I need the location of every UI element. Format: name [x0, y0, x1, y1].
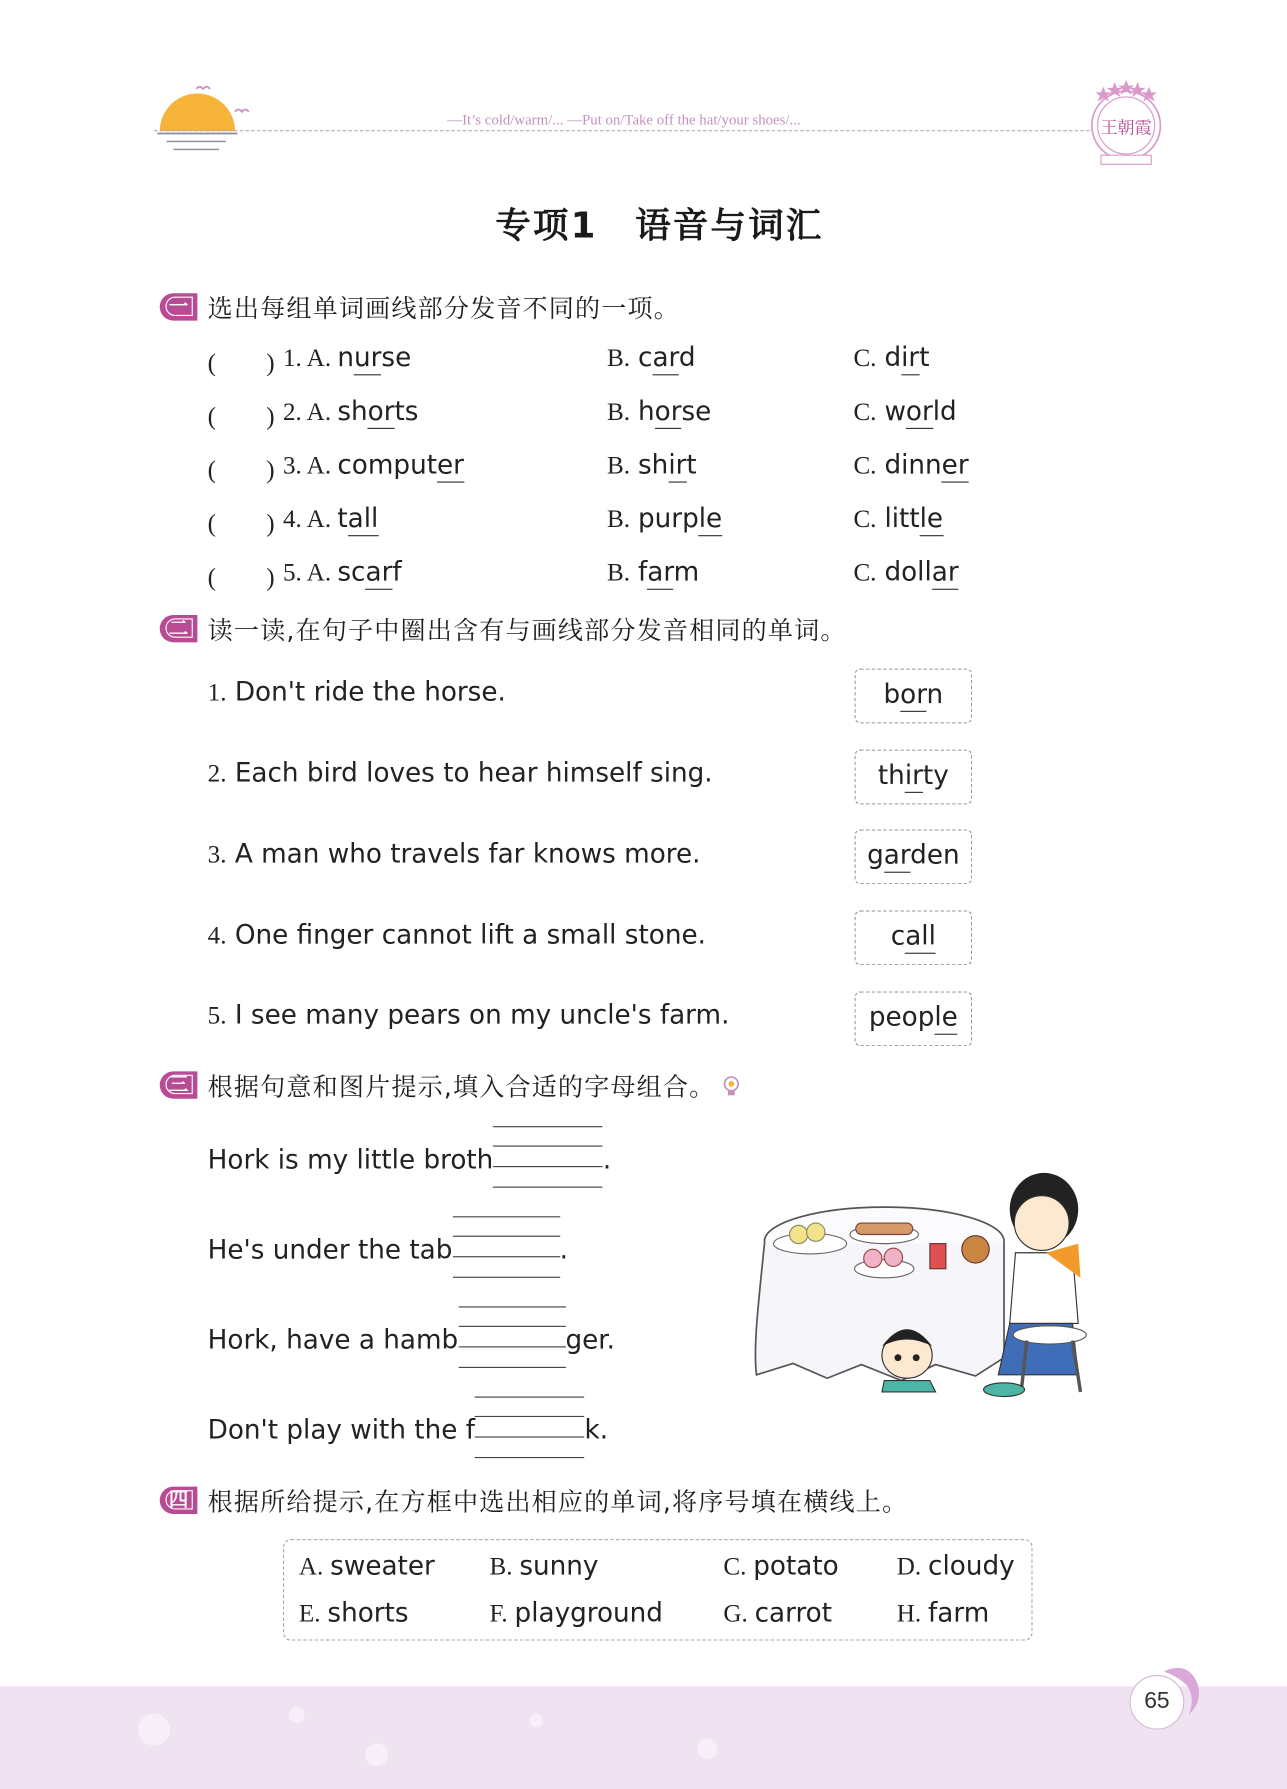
option-word: computer	[337, 451, 464, 483]
word-option: H. farm	[896, 1598, 990, 1629]
underlined-part: ur	[354, 343, 381, 375]
word-option: E. shorts	[298, 1598, 409, 1629]
sentence: 3. A man who travels far knows more.	[207, 839, 701, 870]
keyword-box: born	[855, 669, 973, 724]
keyword-box: people	[855, 991, 973, 1046]
option-b: B. farm	[607, 558, 699, 588]
answer-paren[interactable]: ( )	[207, 508, 275, 538]
answer-paren[interactable]: ( )	[207, 401, 275, 431]
option-c: C. dirt	[853, 343, 929, 373]
underlined-part: le	[920, 504, 943, 536]
question-number-option-a: 5. A. scarf	[283, 558, 402, 588]
publisher-seal-icon	[1080, 75, 1171, 169]
underlined-part: ir	[905, 761, 923, 793]
section-3-badge: 三	[160, 1071, 198, 1098]
word-option: B. sunny	[489, 1551, 599, 1582]
option-b: B. card	[607, 343, 696, 373]
sentence: 2. Each bird loves to hear himself sing.	[207, 758, 713, 789]
seal-text: 王朝霞	[1100, 118, 1152, 139]
running-title: —It’s cold/warm/... —Put on/Take off the hat/your shoes/...	[447, 110, 801, 128]
option-word: shorts	[337, 397, 418, 429]
option-b: B. shirt	[607, 451, 697, 481]
section-1-instruction: 选出每组单词画线部分发音不同的一项。	[207, 295, 681, 325]
keyword-box: thirty	[855, 750, 973, 805]
underlined-part: le	[934, 1003, 957, 1035]
footer-bubbles	[0, 1686, 1287, 1789]
underlined-part: or	[655, 397, 682, 429]
underlined-part: ar	[932, 558, 959, 590]
keyword-box: call	[855, 910, 973, 965]
fill-line-4: Don't play with the f k.	[208, 1409, 608, 1446]
page-title: 专项1 语音与词汇	[495, 205, 824, 247]
four-line-blank[interactable]	[452, 1229, 559, 1259]
underlined-part: all	[905, 922, 936, 954]
sentence: 5. I see many pears on my uncle's farm.	[207, 1000, 730, 1031]
section-2-badge: 二	[160, 615, 198, 642]
word-option: A. sweater	[298, 1551, 435, 1582]
underlined-part: er	[942, 451, 969, 483]
word-option: G. carrot	[723, 1598, 833, 1629]
header-divider	[154, 130, 1101, 131]
section-4-badge: 四	[160, 1487, 198, 1514]
option-b: B. horse	[607, 397, 711, 427]
underlined-part: or	[368, 397, 395, 429]
answer-paren[interactable]: ( )	[207, 455, 275, 484]
sunset-logo-icon	[157, 68, 260, 154]
fill-line-2: He's under the tab .	[208, 1229, 568, 1266]
underlined-part: ir	[668, 451, 686, 483]
underlined-part: ar	[652, 343, 678, 375]
answer-paren[interactable]: ( )	[207, 347, 275, 377]
answer-paren[interactable]: ( )	[207, 562, 275, 592]
underlined-part: ar	[884, 841, 910, 873]
option-word: nurse	[337, 343, 411, 375]
question-number-option-a: 4. A. tall	[283, 504, 378, 534]
section-2-instruction: 读一读,在句子中圈出含有与画线部分发音相同的单词。	[207, 617, 847, 646]
fill-line-3: Hork, have a hamb ger.	[208, 1319, 615, 1356]
underlined-part: ir	[901, 343, 919, 375]
underlined-part: all	[348, 504, 379, 536]
option-word: tall	[337, 504, 378, 536]
word-option: F. playground	[489, 1598, 663, 1629]
option-c: C. dollar	[853, 558, 958, 588]
underlined-part: or	[906, 397, 933, 429]
sentence: 1. Don't ride the horse.	[207, 677, 506, 708]
underlined-part: er	[437, 451, 464, 483]
four-line-blank[interactable]	[475, 1409, 585, 1439]
underlined-part: le	[699, 504, 722, 536]
option-c: C. world	[853, 397, 956, 427]
fill-line-1: Hork is my little broth .	[208, 1139, 612, 1176]
four-line-blank[interactable]	[493, 1139, 603, 1169]
section-1-badge: 一	[160, 293, 198, 320]
page-number: 65	[1130, 1675, 1185, 1730]
question-number-option-a: 1. A. nurse	[283, 343, 411, 373]
sentence: 4. One finger cannot lift a small stone.	[207, 920, 706, 951]
option-c: C. dinner	[853, 451, 968, 481]
kids-table-illustration	[747, 1164, 1095, 1409]
underlined-part: or	[900, 680, 926, 712]
word-option: D. cloudy	[896, 1551, 1015, 1582]
four-line-blank[interactable]	[458, 1319, 565, 1349]
section-4-instruction: 根据所给提示,在方框中选出相应的单词,将序号填在横线上。	[207, 1488, 909, 1518]
option-c: C. little	[853, 504, 943, 534]
word-option: C. potato	[723, 1551, 839, 1582]
section-3-instruction: 根据句意和图片提示,填入合适的字母组合。	[208, 1068, 743, 1103]
option-word: scarf	[337, 558, 401, 590]
lightbulb-hint-icon	[720, 1075, 743, 1098]
option-b: B. purple	[607, 504, 722, 534]
underlined-part: ar	[647, 558, 673, 590]
keyword-box: garden	[855, 829, 973, 884]
underlined-part: ar	[365, 558, 392, 590]
page-footer-band	[0, 1686, 1287, 1789]
question-number-option-a: 2. A. shorts	[283, 397, 419, 427]
question-number-option-a: 3. A. computer	[283, 451, 464, 481]
word-bank-box	[283, 1539, 1033, 1641]
